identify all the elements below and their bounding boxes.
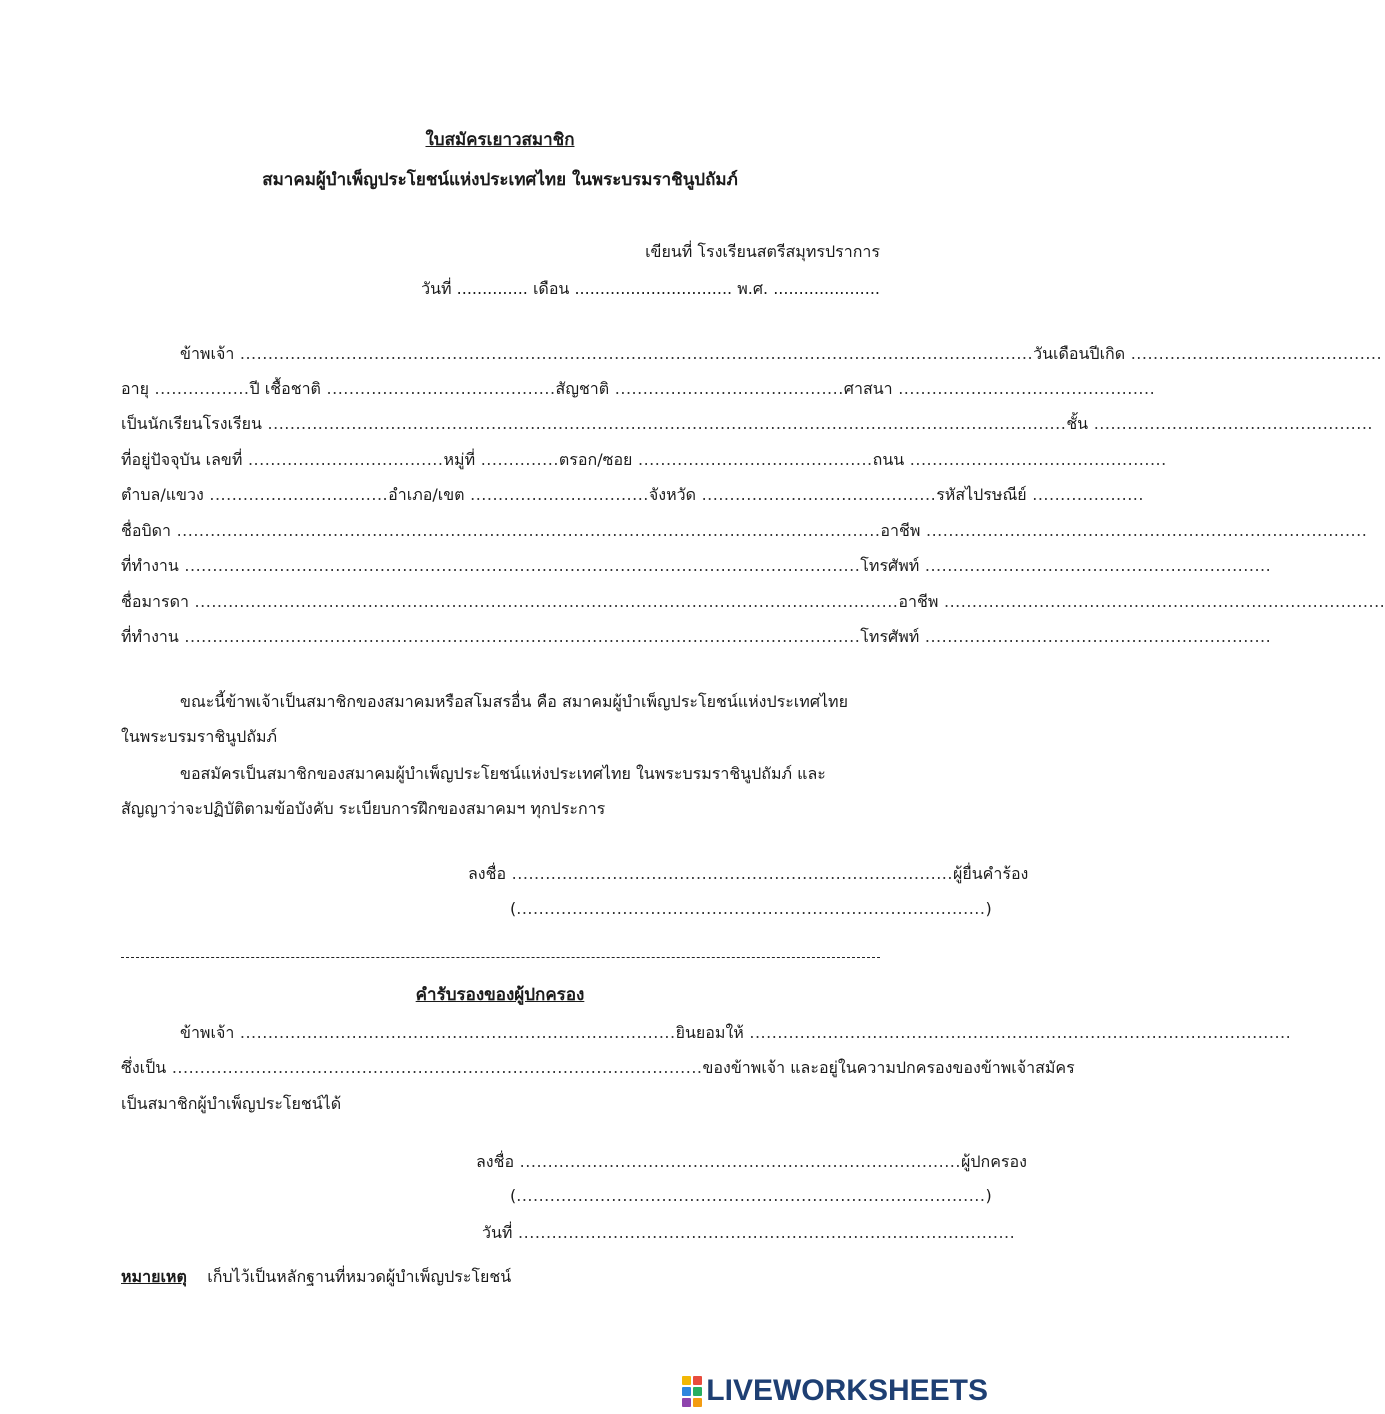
note-row: [121, 1265, 511, 1289]
row-school: [121, 412, 1373, 436]
father-occupation-field[interactable]: ...............................................................................: [920, 521, 1368, 540]
applicant-label: ผู้ยื่นคำร้อง: [952, 864, 1029, 883]
date-line: [421, 277, 880, 301]
row-mother-work: [121, 625, 1272, 649]
guardian-open-paren: (: [510, 1186, 517, 1205]
father-occupation-label: อาชีพ: [880, 521, 921, 540]
row-address: [121, 448, 1167, 472]
school-label: เป็นนักเรียนโรงเรียน: [121, 414, 262, 433]
postcode-field[interactable]: ....................: [1026, 485, 1144, 504]
applicant-printed-name-field[interactable]: ....................................................................................: [516, 899, 986, 918]
row-locality: [121, 483, 1144, 507]
liveworksheets-logo: [682, 1374, 988, 1408]
alley-label: ตรอก/ซอย: [558, 450, 633, 469]
postcode-label: รหัสไปรษณีย์: [936, 485, 1027, 504]
mother-workplace-field[interactable]: .........................................................................................................................: [178, 627, 861, 646]
note-text: เก็บไว้เป็นหลักฐานที่หมวดผู้บำเพ็ญประโยชน์: [207, 1267, 512, 1286]
row-name: [180, 342, 1383, 366]
grade-field[interactable]: ..................................................: [1088, 414, 1373, 433]
applicant-signature-row: [468, 862, 1029, 886]
relation-label: ซึ่งเป็น: [121, 1058, 167, 1077]
mother-workplace-label: ที่ทำงาน: [121, 627, 179, 646]
father-field[interactable]: ..............................................................................................................................: [171, 521, 881, 540]
relation-text: ของข้าพเจ้า และอยู่ในความปกครองของข้าพเจ้าสมัคร: [702, 1058, 1075, 1077]
age-label: อายุ: [121, 379, 149, 398]
years-label: ปี: [249, 379, 260, 398]
cut-line-divider: [121, 957, 880, 958]
guardian-name-field[interactable]: ..............................................................................: [234, 1023, 676, 1042]
form-title: ใบสมัครเยาวสมาชิก: [425, 130, 575, 150]
mother-occupation-field[interactable]: ...............................................................................: [938, 592, 1385, 611]
month-label: เดือน: [532, 279, 570, 298]
religion-field[interactable]: ..............................................: [892, 379, 1156, 398]
father-workplace-label: ที่ทำงาน: [121, 556, 179, 575]
father-phone-field[interactable]: ..............................................................: [919, 556, 1272, 575]
month-field[interactable]: ...............................: [574, 279, 733, 298]
alley-field[interactable]: ..........................................: [632, 450, 873, 469]
year-field[interactable]: .....................: [773, 279, 880, 298]
address-label: ที่อยู่ปัจจุบัน เลขที่: [121, 450, 243, 469]
province-field[interactable]: ..........................................: [695, 485, 937, 504]
liveworksheets-wordmark: LIVEWORKSHEETS: [706, 1374, 988, 1407]
nationality-label: สัญชาติ: [555, 379, 610, 398]
statement-p2-line2: สัญญาว่าจะปฏิบัติตามข้อบังคับ ระเบียบการฝึกของสมาคมฯ ทุกประการ: [121, 799, 606, 818]
guardian-row-1: [180, 1021, 1292, 1045]
guardian-signature-row: [476, 1150, 1027, 1174]
mother-phone-field[interactable]: ..............................................................: [919, 627, 1272, 646]
guardian-label: ผู้ปกครอง: [960, 1152, 1027, 1171]
logo-block: [682, 1387, 691, 1396]
moo-field[interactable]: ..............: [475, 450, 559, 469]
sign-label: ลงชื่อ: [468, 864, 507, 883]
father-label: ชื่อบิดา: [121, 521, 171, 540]
consent-label: ยินยอมให้: [675, 1023, 744, 1042]
close-paren: ): [985, 899, 992, 918]
house-number-field[interactable]: ...................................: [242, 450, 444, 469]
statement-p1-line2: ในพระบรมราชินูปถัมภ์: [121, 727, 278, 746]
guardian-sign-label: ลงชื่อ: [476, 1152, 515, 1171]
row-mother: [121, 590, 1385, 614]
liveworksheets-icon: [682, 1376, 702, 1407]
guardian-signature-field[interactable]: ...............................................................................: [514, 1152, 961, 1171]
father-phone-label: โทรศัพท์: [860, 556, 920, 575]
guardian-printed-name-row: [510, 1184, 992, 1208]
year-label: พ.ศ.: [737, 279, 769, 298]
logo-block: [682, 1398, 691, 1407]
subdistrict-label: ตำบล/แขวง: [121, 485, 204, 504]
guardian-date-row: [482, 1221, 1016, 1245]
statement-p1-line1: ขณะนี้ข้าพเจ้าเป็นสมาชิกของสมาคมหรือสโมสรอื่น คือ สมาคมผู้บำเพ็ญประโยชน์แห่งประเทศไทย: [180, 692, 848, 711]
moo-label: หมู่ที่: [443, 450, 476, 469]
ethnicity-label: เชื้อชาติ: [264, 379, 321, 398]
guardian-name-label: ข้าพเจ้า: [180, 1023, 235, 1042]
district-field[interactable]: ................................: [464, 485, 649, 504]
school-field[interactable]: ...............................................................................................................................................: [261, 414, 1067, 433]
guardian-row-3: เป็นสมาชิกผู้บำเพ็ญประโยชน์ได้: [121, 1094, 342, 1113]
guardian-date-field[interactable]: .........................................................................................: [512, 1223, 1016, 1242]
name-label: ข้าพเจ้า: [180, 344, 235, 363]
relation-field[interactable]: ...............................................................................................: [166, 1058, 703, 1077]
guardian-printed-name-field[interactable]: ....................................................................................: [516, 1186, 986, 1205]
ethnicity-field[interactable]: .........................................: [320, 379, 556, 398]
nationality-field[interactable]: .........................................: [609, 379, 844, 398]
subdistrict-field[interactable]: ................................: [203, 485, 389, 504]
day-field[interactable]: ..............: [456, 279, 528, 298]
road-label: ถนน: [872, 450, 905, 469]
mother-occupation-label: อาชีพ: [898, 592, 939, 611]
statement-p2-line1: ขอสมัครเป็นสมาชิกของสมาคมผู้บำเพ็ญประโยชน์แห่งประเทศไทย ในพระบรมราชินูปถัมภ์ และ: [180, 764, 826, 783]
row-father-work: [121, 554, 1272, 578]
logo-block: [693, 1376, 702, 1385]
religion-label: ศาสนา: [843, 379, 893, 398]
age-field[interactable]: .................: [148, 379, 250, 398]
logo-block: [693, 1398, 702, 1407]
consent-student-field[interactable]: .................................................................................................: [743, 1023, 1292, 1042]
row-father: [121, 519, 1368, 543]
mother-label: ชื่อมารดา: [121, 592, 189, 611]
form-subtitle: สมาคมผู้บำเพ็ญประโยชน์แห่งประเทศไทย ในพระบรมราชินูปถัมภ์: [262, 170, 738, 190]
guardian-title: คำรับรองของผู้ปกครอง: [415, 985, 585, 1005]
day-label: วันที่: [421, 279, 452, 298]
mother-phone-label: โทรศัพท์: [860, 627, 920, 646]
applicant-signature-field[interactable]: ...............................................................................: [506, 864, 953, 883]
grade-label: ชั้น: [1066, 414, 1089, 433]
mother-field[interactable]: ..............................................................................................................................: [188, 592, 899, 611]
place-written: เขียนที่ โรงเรียนสตรีสมุทรปราการ: [645, 242, 880, 261]
road-field[interactable]: ..............................................: [904, 450, 1167, 469]
birthdate-label: วันเดือนปีเกิด: [1033, 344, 1126, 363]
logo-block: [693, 1387, 702, 1396]
district-label: อำเภอ/เขต: [388, 485, 465, 504]
province-label: จังหวัด: [648, 485, 696, 504]
open-paren: (: [510, 899, 517, 918]
logo-block: [682, 1376, 691, 1385]
guardian-row-2: [121, 1056, 1075, 1080]
guardian-close-paren: ): [985, 1186, 992, 1205]
row-age: [121, 377, 1156, 401]
applicant-printed-name-row: [510, 897, 992, 921]
guardian-date-label: วันที่: [482, 1223, 513, 1242]
birthdate-field[interactable]: .............................................: [1125, 344, 1383, 363]
note-label: หมายเหตุ: [121, 1267, 187, 1286]
father-workplace-field[interactable]: .........................................................................................................................: [178, 556, 861, 575]
name-field[interactable]: ..............................................................................................................................................: [234, 344, 1034, 363]
